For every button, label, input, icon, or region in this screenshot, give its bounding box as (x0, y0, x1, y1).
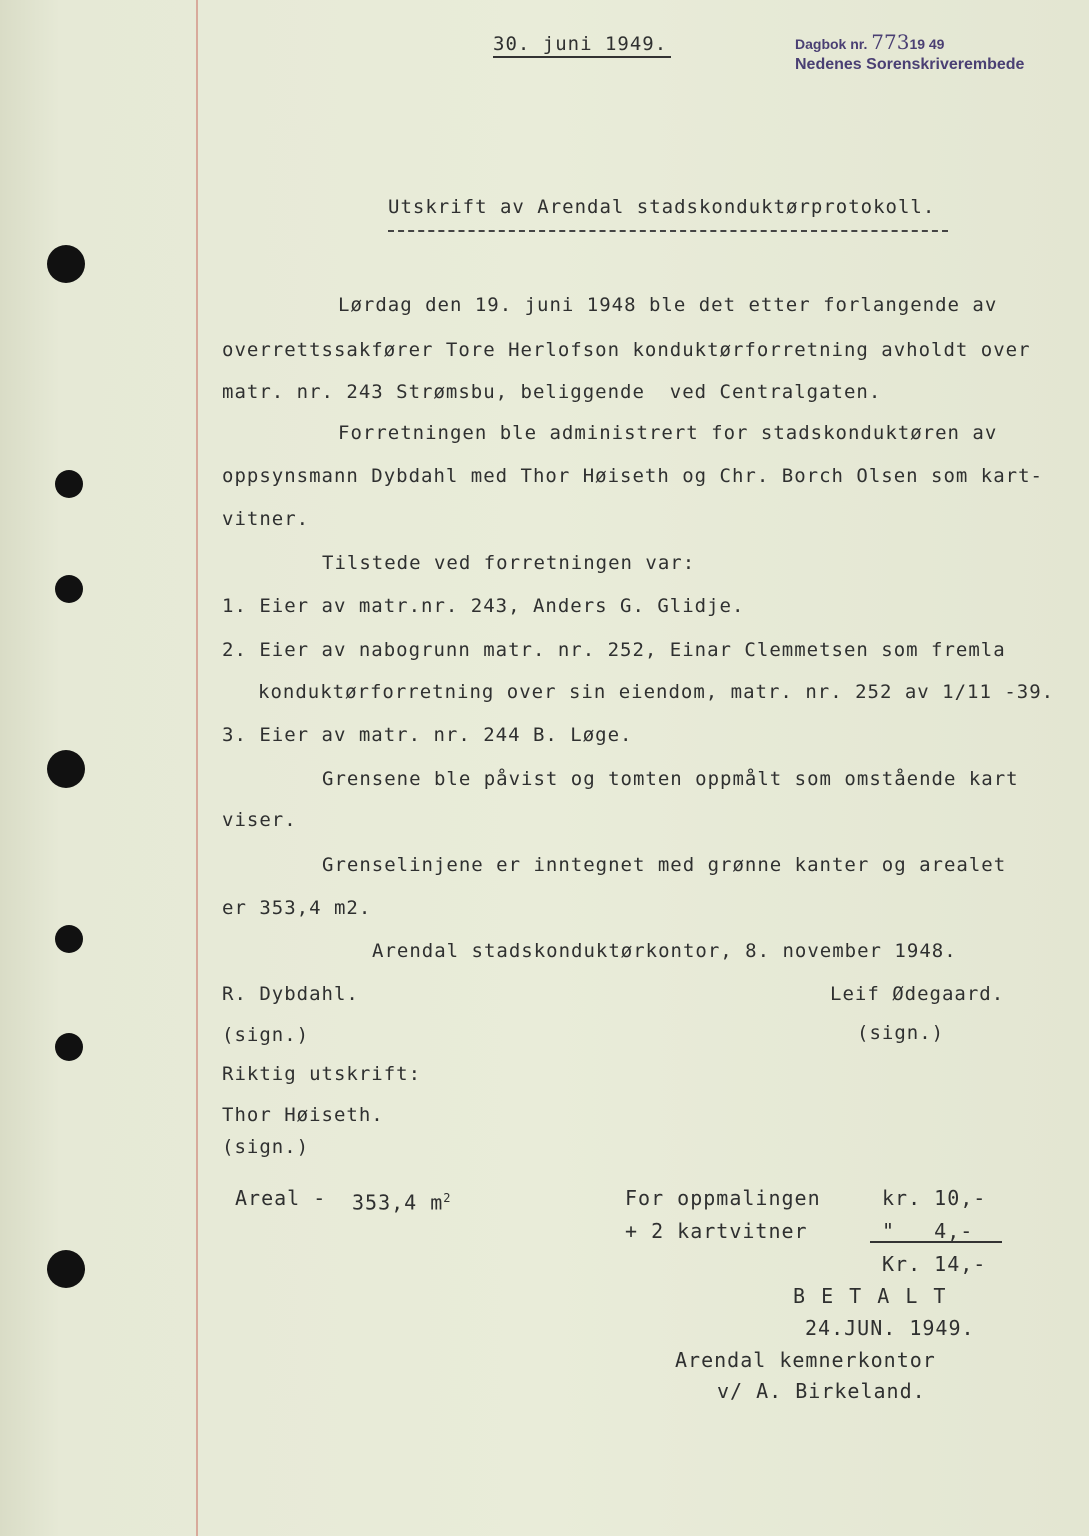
body-line: Arendal stadskonduktørkontor, 8. november 1948. (372, 940, 957, 962)
fee-total: Kr. 14,- (882, 1252, 987, 1276)
fee-line1-label: For oppmalingen (625, 1186, 821, 1210)
punch-hole (55, 470, 83, 498)
journal-stamp-line (795, 30, 944, 54)
certifier-sign: (sign.) (222, 1136, 310, 1158)
punch-hole (55, 925, 83, 953)
area-label: Areal - (235, 1186, 327, 1210)
paid-stamp-date: 24.JUN. 1949. (805, 1316, 975, 1340)
punch-hole (47, 1250, 85, 1288)
body-line: Grenselinjene er inntegnet med grønne kanter og arealet (322, 854, 1007, 876)
body-line: matr. nr. 243 Strømsbu, beliggende ved Centralgaten. (222, 381, 882, 403)
signature-left-name: R. Dybdahl. (222, 983, 359, 1005)
body-line: Tilstede ved forretningen var: (322, 552, 696, 574)
fee-line2-amount: " 4,- (882, 1219, 974, 1243)
stamp-office: Nedenes Sorenskriverembede (795, 56, 1025, 73)
stamp-prefix: Dagbok nr. (795, 36, 868, 52)
area-exponent: 2 (443, 1191, 452, 1205)
margin-line (196, 0, 198, 1536)
body-line: Forretningen ble administrert for stadskonduktøren av (338, 422, 998, 444)
date-underline (493, 56, 671, 58)
title-underline (388, 230, 948, 232)
paid-stamp-office: Arendal kemnerkontor (675, 1348, 936, 1372)
paid-stamp-word: B E T A L T (793, 1284, 948, 1308)
body-line: 3. Eier av matr. nr. 244 B. Løge. (222, 724, 633, 746)
document-title: Utskrift av Arendal stadskonduktørprotokoll. (388, 196, 936, 218)
area-value-line (352, 1187, 452, 1214)
paid-stamp-by: v/ A. Birkeland. (717, 1379, 926, 1403)
stamp-year: 19 49 (909, 36, 945, 52)
certified-label: Riktig utskrift: (222, 1063, 422, 1085)
certifier-name: Thor Høiseth. (222, 1104, 384, 1126)
body-line: 1. Eier av matr.nr. 243, Anders G. Glidje. (222, 595, 745, 617)
body-line: Grensene ble påvist og tomten oppmålt som omstående kart (322, 768, 1019, 790)
punch-hole (47, 750, 85, 788)
signature-right-name: Leif Ødegaard. (830, 983, 1005, 1005)
punch-hole (55, 575, 83, 603)
body-line: er 353,4 m2. (222, 897, 372, 919)
stamp-number: 773 (871, 30, 910, 54)
punch-hole (47, 245, 85, 283)
fee-sum-underline (870, 1241, 1002, 1243)
body-line: overrettssakfører Tore Herlofson konduktørforretning avholdt over (222, 339, 1031, 361)
body-line: konduktørforretning over sin eiendom, matr. nr. 252 av 1/11 -39. (258, 681, 1055, 703)
fee-line2-label: + 2 kartvitner (625, 1219, 808, 1243)
body-line: oppsynsmann Dybdahl med Thor Høiseth og Chr. Borch Olsen som kart- (222, 465, 1043, 487)
body-line: vitner. (222, 508, 310, 530)
body-line: viser. (222, 809, 297, 831)
body-line: Lørdag den 19. juni 1948 ble det etter forlangende av (338, 294, 998, 316)
signature-left-sign: (sign.) (222, 1024, 310, 1046)
body-line: 2. Eier av nabogrunn matr. nr. 252, Einar Clemmetsen som fremla (222, 639, 1006, 661)
fee-line1-amount: kr. 10,- (882, 1186, 987, 1210)
area-value: 353,4 m (352, 1190, 444, 1215)
punch-hole (55, 1033, 83, 1061)
signature-right-sign: (sign.) (857, 1022, 945, 1044)
document-date: 30. juni 1949. (493, 33, 668, 55)
